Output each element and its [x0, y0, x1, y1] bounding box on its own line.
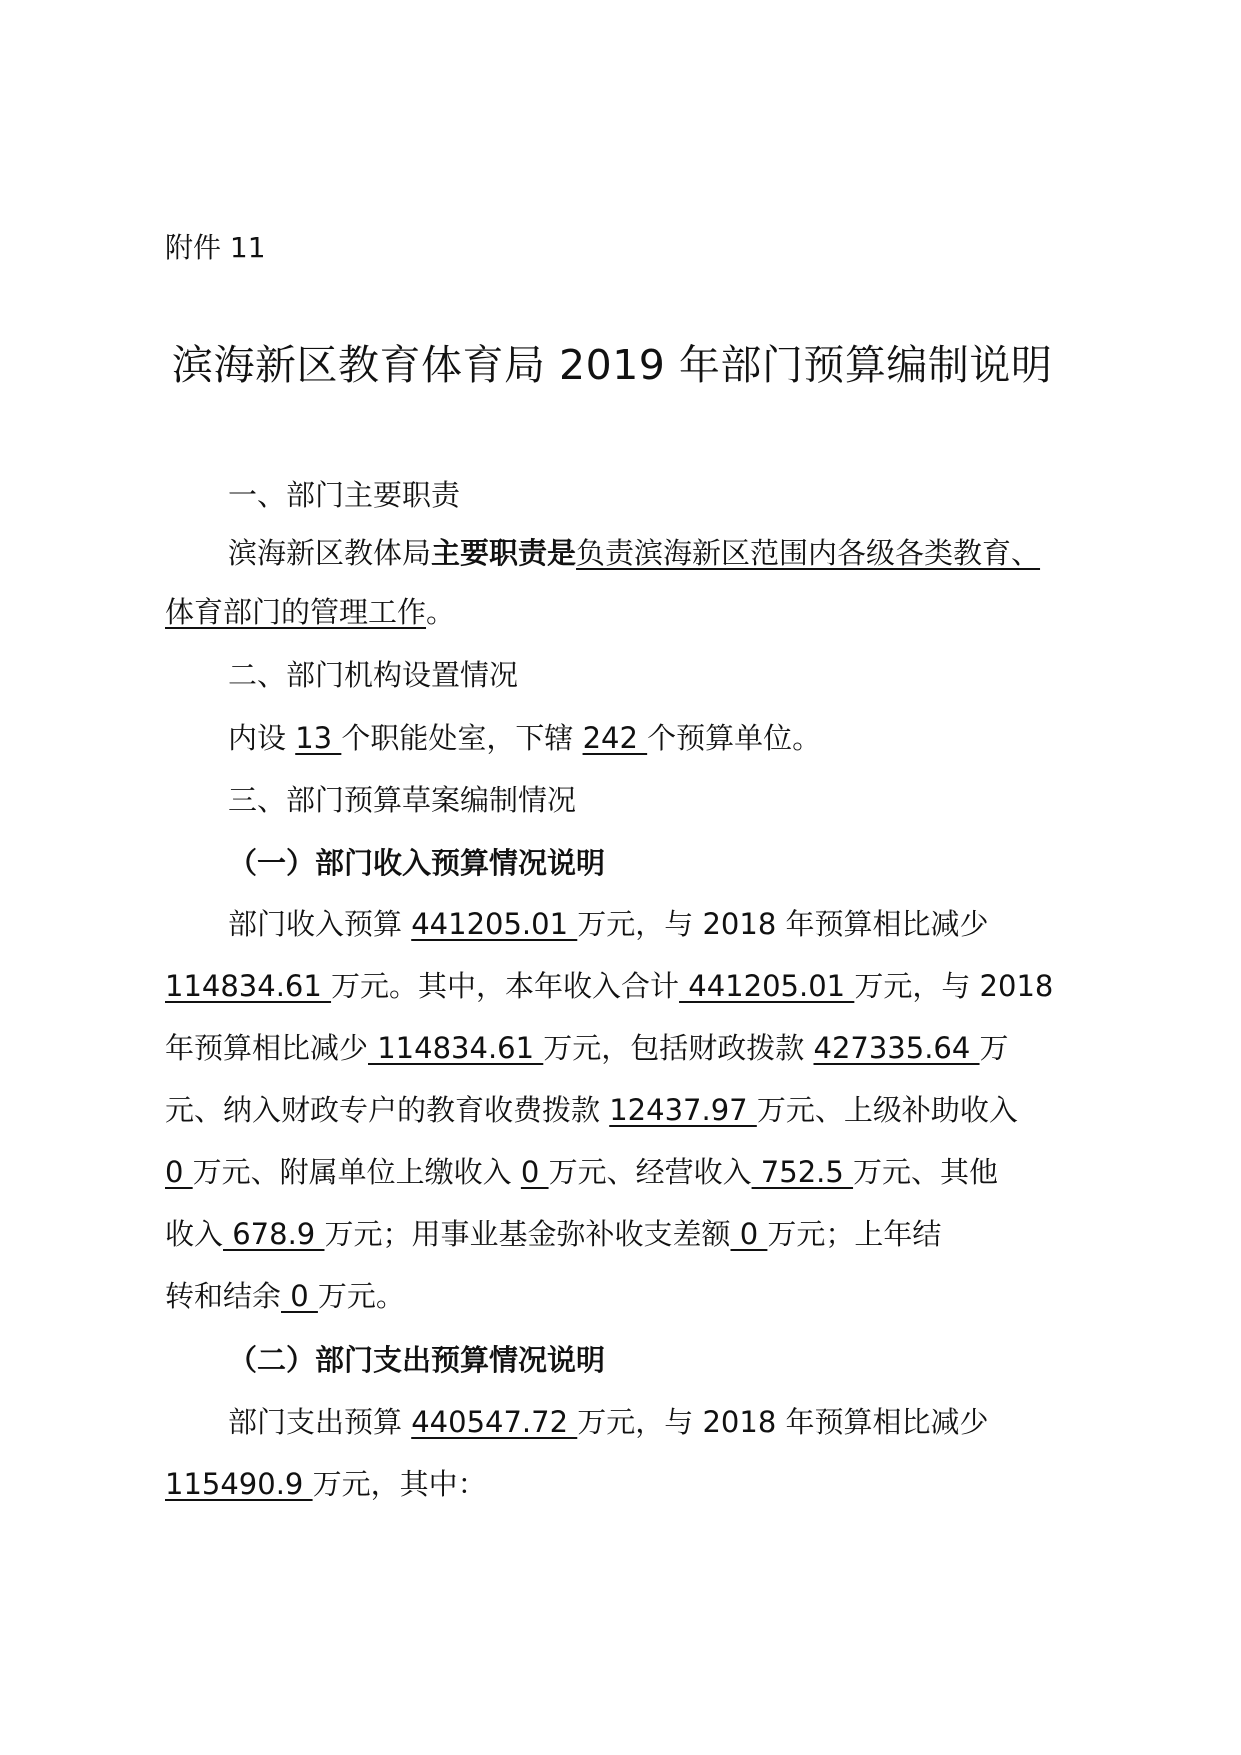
income-text: 万元，与 2018 年预算相比减少 [577, 907, 989, 941]
fiscal-allocation: 427335.64 [813, 1031, 980, 1065]
duty-end: 。 [426, 595, 456, 629]
expense-line1 [228, 1402, 989, 1442]
income-decrease-2: 114834.61 [368, 1031, 544, 1065]
duty-subject: 滨海新区教体局 [228, 536, 432, 570]
income-text: 万元、附属单位上缴收入 [192, 1155, 521, 1189]
income-decrease: 114834.61 [165, 969, 332, 1003]
income-heading: （一）部门收入预算情况说明 [228, 846, 606, 880]
operating-income: 752.5 [751, 1155, 854, 1189]
expense-text: 部门支出预算 [228, 1405, 412, 1439]
income-line2 [165, 966, 1053, 1006]
affiliated-income: 0 [520, 1155, 549, 1189]
income-text: 转和结余 [165, 1279, 282, 1313]
section-heading-duties: 一、部门主要职责 [228, 478, 461, 512]
carryover: 0 [281, 1279, 318, 1313]
duty-content-cont: 体育部门的管理工作 [165, 595, 427, 629]
income-text: 万元、上级补助收入 [756, 1093, 1018, 1127]
education-fee-allocation: 12437.97 [609, 1093, 757, 1127]
document-title: 滨海新区教育体育局 2019 年部门预算编制说明 [172, 341, 1053, 389]
expense-line2 [165, 1464, 487, 1504]
income-text: 万元；上年结 [767, 1217, 942, 1251]
org-text-b: 个职能处室，下辖 [341, 721, 583, 755]
other-income: 678.9 [223, 1217, 325, 1251]
income-line3 [165, 1028, 1009, 1068]
unit-count: 242 [582, 721, 648, 755]
attachment-label: 附件 11 [165, 231, 266, 264]
income-text: 万 [979, 1031, 1009, 1065]
income-total: 441205.01 [411, 907, 578, 941]
expense-heading: （二）部门支出预算情况说明 [228, 1343, 606, 1377]
income-text: 万元。其中，本年收入合计 [331, 969, 680, 1003]
fund-offset: 0 [730, 1217, 768, 1251]
income-line5 [165, 1152, 998, 1192]
duty-label: 主要职责是 [431, 536, 577, 570]
income-text: 元、纳入财政专户的教育收费拨款 [165, 1093, 610, 1127]
expense-decrease: 115490.9 [165, 1467, 313, 1501]
duty-content: 负责滨海新区范围内各级各类教育、 [576, 536, 1041, 570]
income-current-total: 441205.01 [679, 969, 855, 1003]
income-line7 [165, 1276, 405, 1316]
income-text: 年预算相比减少 [165, 1031, 369, 1065]
section-heading-org: 二、部门机构设置情况 [228, 658, 519, 692]
duty-paragraph-line1 [228, 533, 1040, 573]
income-text: 部门收入预算 [228, 907, 412, 941]
income-text: 万元；用事业基金弥补收支差额 [324, 1217, 731, 1251]
income-line4 [165, 1090, 1018, 1130]
upper-subsidy: 0 [165, 1155, 193, 1189]
expense-text: 万元，其中： [312, 1467, 487, 1501]
org-text-c: 个预算单位。 [647, 721, 822, 755]
income-text: 万元，与 2018 [854, 969, 1054, 1003]
income-text: 万元，包括财政拨款 [543, 1031, 814, 1065]
income-text: 万元。 [317, 1279, 405, 1313]
income-text: 万元、其他 [853, 1155, 999, 1189]
org-paragraph [228, 718, 821, 758]
duty-paragraph-line2 [165, 592, 455, 632]
org-text-a: 内设 [228, 721, 296, 755]
expense-total: 440547.72 [411, 1405, 578, 1439]
income-line1 [228, 904, 989, 944]
income-line6 [165, 1214, 941, 1254]
expense-text: 万元，与 2018 年预算相比减少 [577, 1405, 989, 1439]
income-text: 万元、经营收入 [548, 1155, 752, 1189]
section-heading-budget: 三、部门预算草案编制情况 [228, 783, 577, 817]
office-count: 13 [295, 721, 342, 755]
income-text: 收入 [165, 1217, 224, 1251]
